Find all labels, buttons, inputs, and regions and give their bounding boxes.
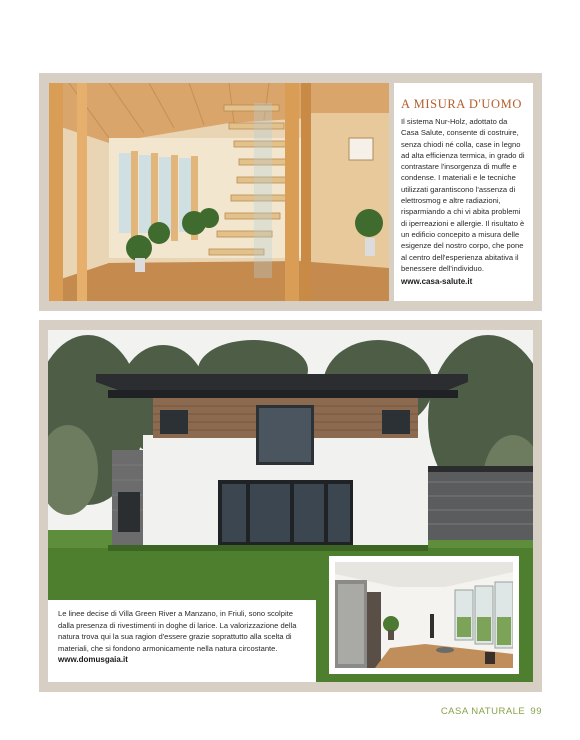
caption-box — [48, 600, 316, 682]
article-card-top — [39, 73, 542, 311]
article-card-bottom — [39, 320, 542, 692]
article-body: Il sistema Nur-Holz, adottato da Casa Salute, consente di costruire, senza chiodi né colla, case in legno ad alta efficienza termica, in grado di contrastare l'insorgenza di muffe e condense. I materiali e le tecniche utilizzati garantiscono l'assenza di elettrosmog e altre radiazioni, risparmiando a chi vi abita problemi di iperreazioni e allergie. Il risultato è un edificio concepito a misura delle esigenze del nostro corpo, che pone al centro dell'esperienza abitativa il benessere dell'individuo. — [401, 117, 525, 273]
kitchen-illustration — [335, 562, 513, 668]
domusgaia-link[interactable]: www.domusgaia.it — [58, 655, 128, 664]
interior-stair-photo — [49, 83, 389, 301]
magazine-name: CASA NATURALE — [440, 706, 526, 717]
page-footer — [441, 706, 542, 717]
page-number: 99 — [530, 706, 542, 717]
casa-salute-link[interactable]: www.casa-salute.it — [401, 277, 473, 287]
villa-interior-inset — [329, 556, 519, 674]
article-headline: A MISURA D'UOMO — [401, 97, 522, 111]
article-text-panel — [394, 83, 533, 301]
interior-illustration — [49, 83, 389, 301]
photo-caption: Le linee decise di Villa Green River a Manzano, in Friuli, sono scolpite dalla presenza di rivestimenti in doghe di larice. La valorizzazione della natura trova qui la sua ragion d'essere grazie soprattutto alla scelta di materiali, che si fondono armonicamente nella natura circostante. — [58, 609, 297, 653]
